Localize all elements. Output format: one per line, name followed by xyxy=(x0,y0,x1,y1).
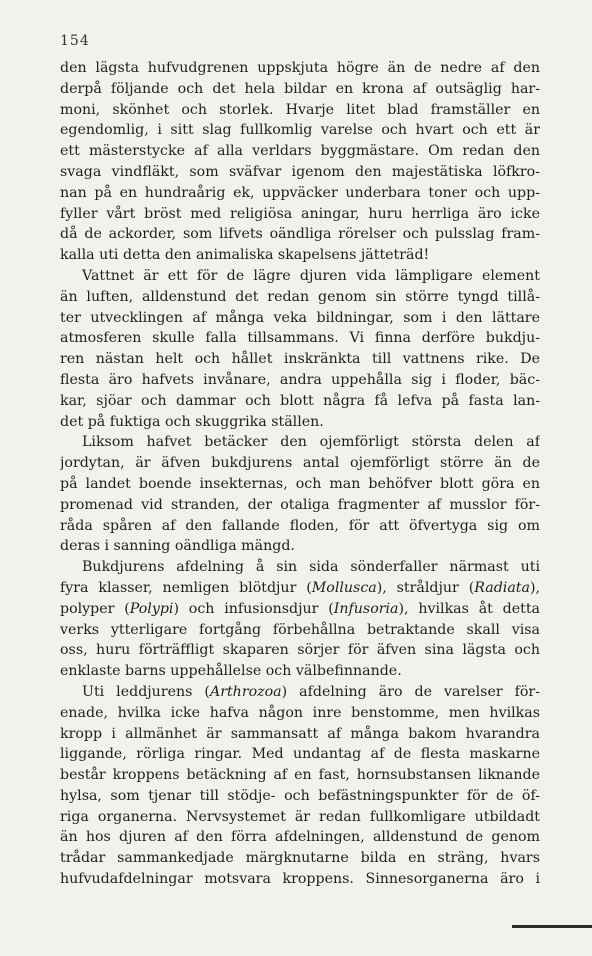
text-line xyxy=(60,349,540,370)
text-segment: kar, sjöar och dammar och blott några få lefva på fasta lan- xyxy=(60,392,540,409)
text-segment: svaga vindfläkt, som sväfvar igenom den majestätiska löfkro- xyxy=(60,163,540,180)
text-line xyxy=(60,682,540,703)
text-line xyxy=(60,391,540,412)
text-line xyxy=(60,100,540,121)
text-line xyxy=(60,58,540,79)
text-line xyxy=(60,640,540,661)
text-line xyxy=(60,869,540,890)
text-segment: moni, skönhet och storlek. Hvarje litet blad framställer en xyxy=(60,101,540,118)
text-line xyxy=(60,557,540,578)
text-segment: verks ytterligare fortgång förbehållna betraktande skall visa xyxy=(60,621,540,638)
text-line xyxy=(60,703,540,724)
text-segment: enade, hvilka icke hafva någon inre benstomme, men hvilkas xyxy=(60,704,540,721)
text-segment: derpå följande och det hela bildar en krona af outsäglig har- xyxy=(60,80,540,97)
text-segment: Uti leddjurens ( xyxy=(82,683,210,700)
page-edge-rule xyxy=(512,925,592,928)
text-segment: liggande, rörliga ringar. Med undantag af de flesta maskarne xyxy=(60,746,540,763)
text-segment: Vattnet är ett för de lägre djuren vida lämpligare element xyxy=(82,267,540,284)
page-number: 154 xyxy=(60,33,90,49)
text-segment: trådar sammankedjade märgknutarne bilda en sträng, hvars xyxy=(60,850,540,867)
text-line xyxy=(60,308,540,329)
text-segment: fyller vårt bröst med religiösa aningar, huru herrliga äro icke xyxy=(60,205,540,222)
text-segment: egendomlig, i sitt slag fullkomlig varelse och hvart och ett är xyxy=(60,122,540,139)
text-line xyxy=(60,287,540,308)
text-segment: hufvudafdelningar motsvara kroppens. Sinnesorganerna äro i xyxy=(60,871,540,888)
text-segment: då de ackorder, som lifvets oändliga rörelser och pulsslag fram- xyxy=(60,226,540,243)
text-line xyxy=(60,744,540,765)
text-segment: den lägsta hufvudgrenen uppskjuta högre än de nedre af den xyxy=(60,60,540,76)
text-segment: på landet boende insekternas, och man behöfver blott göra en xyxy=(60,475,540,492)
text-line xyxy=(60,807,540,828)
text-segment: råda spåren af den fallande floden, för att öfvertyga sig om xyxy=(60,517,540,534)
text-segment: atmosferen skulle falla tillsammans. Vi finna derföre bukdju- xyxy=(60,330,540,347)
latin-term: Polypi xyxy=(129,600,174,617)
text-line xyxy=(60,453,540,474)
text-line xyxy=(60,848,540,869)
text-line xyxy=(60,827,540,848)
text-line xyxy=(60,536,540,557)
text-segment: kropp i allmänhet är sammansatt af många bakom hvarandra xyxy=(60,725,540,742)
text-line xyxy=(60,765,540,786)
text-segment: ), xyxy=(529,579,540,596)
text-segment: ) och infusionsdjur ( xyxy=(173,600,334,617)
text-line xyxy=(60,516,540,537)
text-line xyxy=(60,786,540,807)
text-segment: ren nästan helt och hållet inskränkta till vattnens rike. De xyxy=(60,351,540,368)
text-segment: består kroppens betäckning af en fast, hornsubstansen liknande xyxy=(60,767,540,784)
text-segment: enklaste barns uppehållelse och välbefinnande. xyxy=(60,663,402,680)
text-line xyxy=(60,412,540,433)
text-segment: kalla uti detta den animaliska skapelsens jätteträd! xyxy=(60,247,430,264)
latin-term: Radiata xyxy=(474,579,530,596)
text-line xyxy=(60,370,540,391)
text-segment: Liksom hafvet betäcker den ojemförligt största delen af xyxy=(82,434,540,451)
text-line xyxy=(60,661,540,682)
text-segment: fyra klasser, nemligen blötdjur ( xyxy=(60,579,312,596)
text-line xyxy=(60,245,540,266)
text-line xyxy=(60,495,540,516)
text-segment: flesta äro hafvets invånare, andra uppehålla sig i floder, bäc- xyxy=(60,371,540,388)
text-line xyxy=(60,432,540,453)
text-line xyxy=(60,724,540,745)
text-line xyxy=(60,599,540,620)
text-segment: deras i sanning oändliga mängd. xyxy=(60,538,295,555)
text-segment: oss, huru förträffligt skaparen sörjer för äfven sina lägsta och xyxy=(60,642,540,659)
text-line xyxy=(60,183,540,204)
text-line xyxy=(60,79,540,100)
text-line xyxy=(60,620,540,641)
text-segment: ), hvilkas åt detta xyxy=(398,600,540,617)
latin-term: Arthrozoa xyxy=(209,683,282,700)
text-segment: Bukdjurens afdelning å sin sida sönderfaller närmast uti xyxy=(82,559,540,576)
text-line xyxy=(60,162,540,183)
text-line xyxy=(60,224,540,245)
text-segment: riga organerna. Nervsystemet är redan fullkomligare utbildadt xyxy=(60,808,540,825)
text-segment: än hos djuren af den förra afdelningen, alldenstund de genom xyxy=(60,829,540,846)
latin-term: Mollusca xyxy=(311,579,377,596)
body-text xyxy=(60,58,540,890)
text-segment: det på fuktiga och skuggrika ställen. xyxy=(60,413,324,430)
text-line xyxy=(60,328,540,349)
text-line xyxy=(60,266,540,287)
text-line xyxy=(60,474,540,495)
text-line xyxy=(60,204,540,225)
text-segment: ) afdelning äro de varelser för- xyxy=(281,683,540,700)
latin-term: Infusoria xyxy=(333,600,399,617)
text-segment: ), stråldjur ( xyxy=(376,579,475,596)
text-segment: ett mästerstycke af alla verldars byggmästare. Om redan den xyxy=(60,143,540,160)
text-segment: polyper ( xyxy=(60,600,130,617)
text-segment: nan på en hundraårig ek, uppväcker underbara toner och upp- xyxy=(60,184,540,201)
text-line xyxy=(60,141,540,162)
text-line xyxy=(60,120,540,141)
text-segment: hylsa, som tjenar till stödje- och befästningspunkter för de öf- xyxy=(60,787,540,804)
text-line xyxy=(60,578,540,599)
text-segment: jordytan, är äfven bukdjurens antal ojemförligt större än de xyxy=(60,455,540,472)
text-segment: ter utvecklingen af många veka bildningar, som i den lättare xyxy=(60,309,540,326)
text-segment: promenad vid stranden, der otaliga fragmenter af musslor för- xyxy=(60,496,540,513)
text-segment: än luften, alldenstund det redan genom sin större tyngd tillå- xyxy=(60,288,540,305)
